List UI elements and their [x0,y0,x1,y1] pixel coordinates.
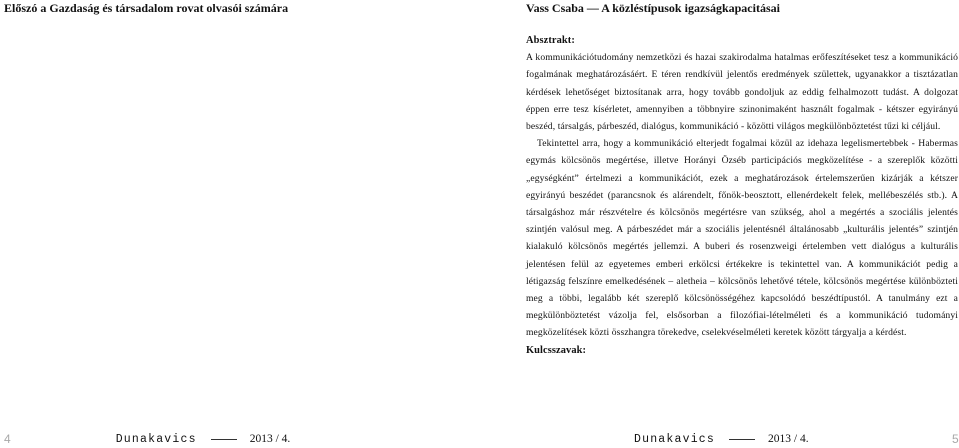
footer-rule-right [729,439,755,440]
issue-number-left: 2013 / 4. [249,433,291,445]
right-page [488,0,959,448]
page-number-right: 5 [952,432,959,446]
issue-number-right: 2013 / 4. [768,433,809,445]
journal-name-left: Dunakavics [115,432,197,446]
keywords-heading: Kulcsszavak: [526,344,587,356]
abstract-paragraph-2: Tekintettel arra, hogy a kommunikáció elterjedt fogalmai közül az idehaza legelismertebbek - Habermas egymás kölcsönös megértése, illetve Horányi Özséb participációs megközelítése - a szereplők közötti „egységként” értelmezi a kommunikációt, ezek a meghatározások értelemszerűen kizárják a kétszer egyirányú beszédet (parancsnok és alárendelt, főnök-beosztott, ellenérdekelt felek, mellébeszélés stb.). A társalgáshoz már részvételre és kölcsönös megértésre van szükség, ahol a megértés a szociális jelentés szintjén valósul meg. A párbeszédet már a szociális jelentésnél általánosabb „kulturális jelentés” szintjén kialakuló kölcsönös megértés jellemzi. A buberi és rosenzweigi értelemben vett dialógus a kulturális jelentésen felül az egyetemes emberi erkölcsi értékekre is tekintettel van. A kommunikációt pedig a létigazság felszínre emelkedésének – aletheia – kölcsönös lehetővé tétele, kölcsönös megértése különbözteti meg a többi, legalább két szereplő kölcsönösségéhez kapcsolódó beszédtípustól. A tanulmány ezt a megkülönböztetést vázolja fel, elsősorban a filozófiai-lételméleti és a kommunikáció tudományi megközelítések közti összhangra törekedve, cselekvéselméleti keretek között tárgyalja a kérdést. [526,138,958,339]
running-head-right: Vass Csaba — A közléstípusok igazságkapacitásai [526,1,780,15]
footer-left [4,432,290,446]
article-body [526,32,958,359]
left-page [0,0,470,448]
footer-rule-left [211,439,237,440]
footer-right [634,432,959,446]
running-head-left: Előszó a Gazdaság és társadalom rovat olvasói számára [4,1,289,15]
abstract-heading: Absztrakt: [526,35,575,46]
page-number-left: 4 [4,432,11,446]
journal-name-right: Dunakavics [634,432,716,446]
abstract-paragraph-1: A kommunikációtudomány nemzetközi és hazai szakirodalma hatalmas erőfeszítéseket tesz a kommunikáció fogalmának meghatározásáért. E téren rendkívül jelentős eredmények születtek, ugyanakkor a tisztázatlan kérdések lehetőséget biztosítanak arra, hogy tovább gondoljuk az eddig felhalmozott tudást. A dolgozat éppen erre tesz kísérletet, amennyiben a többnyire szinonimaként használt fogalmak - kétszer egyirányú beszéd, társalgás, párbeszéd, dialógus, kommunikáció - közötti világos megkülönböztetést tűzi ki céljául. [526,52,958,133]
